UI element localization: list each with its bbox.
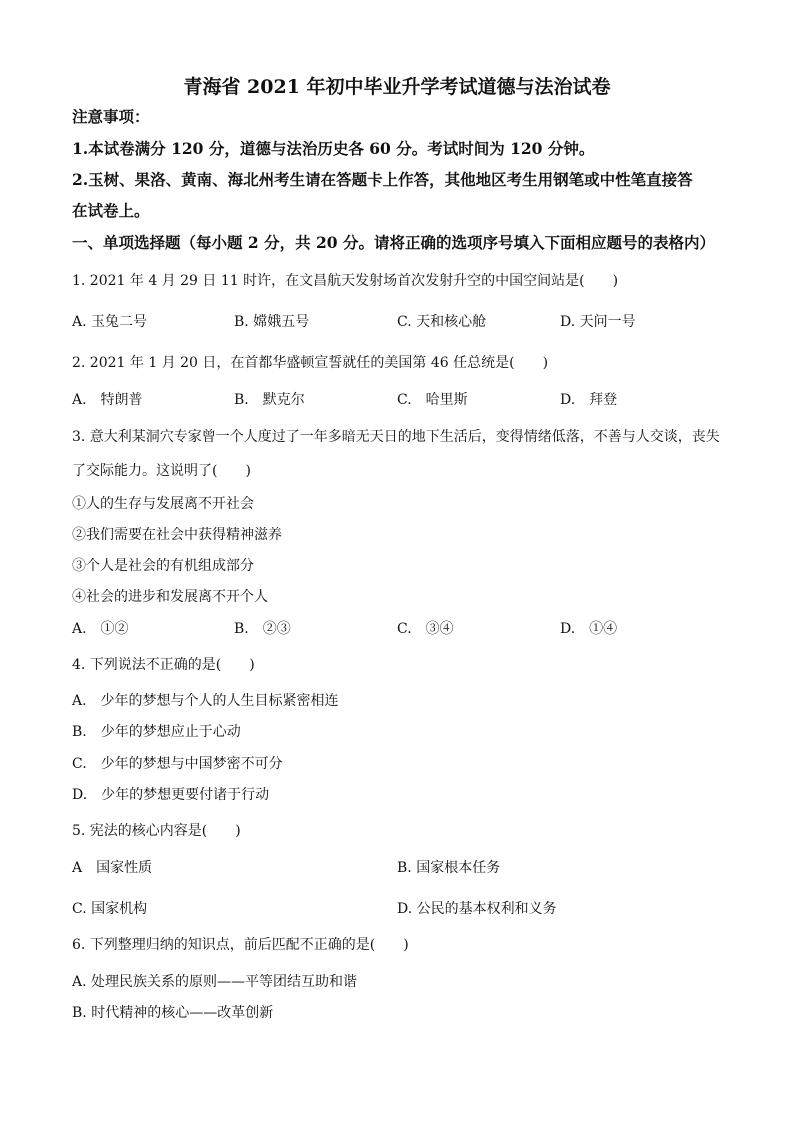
option-d: D. 公民的基本权利和义务 xyxy=(397,901,557,917)
option-b: B. 默克尔 xyxy=(234,392,305,408)
option-b: B. 嫦娥五号 xyxy=(234,314,310,330)
option-d: D. 天问一号 xyxy=(560,314,636,330)
question-stem: 3. 意大利某洞穴专家曾一个人度过了一年多暗无天日的地下生活后，变得情绪低落，不善与人交谈，丧失 xyxy=(72,429,720,445)
option-a: A. 特朗普 xyxy=(72,392,143,408)
option-a: A. 少年的梦想与个人的人生目标紧密相连 xyxy=(72,693,339,709)
statement-item: ④社会的进步和发展离不开个人 xyxy=(72,589,268,605)
question-stem: 4. 下列说法不正确的是( ) xyxy=(72,657,255,673)
question-stem: 2. 2021 年 1 月 20 日，在首都华盛顿宣誓就任的美国第 46 任总统是( ) xyxy=(72,355,549,371)
option-c: C. 少年的梦想与中国梦密不可分 xyxy=(72,756,283,772)
option-a: A. ①② xyxy=(72,621,129,637)
statement-item: ①人的生存与发展离不开社会 xyxy=(72,496,254,512)
option-c: C. 天和核心舱 xyxy=(397,314,487,330)
exam-title: 青海省 2021 年初中毕业升学考试道德与法治试卷 xyxy=(183,76,611,98)
option-a: A 国家性质 xyxy=(72,860,153,876)
option-b: B. ②③ xyxy=(234,621,291,637)
option-c: C. 国家机构 xyxy=(72,901,148,917)
statement-item: ②我们需要在社会中获得精神滋养 xyxy=(72,527,282,543)
option-c: C. ③④ xyxy=(397,621,454,637)
question-stem: 6. 下列整理归纳的知识点，前后匹配不正确的是( ) xyxy=(72,937,409,953)
notice-heading: 注意事项： xyxy=(72,107,150,126)
option-a: A. 玉兔二号 xyxy=(72,314,148,330)
question-stem: 1. 2021 年 4 月 29 日 11 时许，在文昌航天发射场首次发射升空的中国空间站是( ) xyxy=(72,273,619,289)
question-stem: 了交际能力。这说明了( ) xyxy=(72,463,251,479)
statement-item: ③个人是社会的有机组成部分 xyxy=(72,558,254,574)
section-heading: 一、单项选择题（每小题 2 分，共 20 分。请将正确的选项序号填入下面相应题号的表格内） xyxy=(72,233,715,252)
option-c: C. 哈里斯 xyxy=(397,392,468,408)
notice-item: 在试卷上。 xyxy=(72,201,150,220)
question-stem: 5. 宪法的核心内容是( ) xyxy=(72,823,241,839)
notice-item: 1.本试卷满分 120 分，道德与法治历史各 60 分。考试时间为 120 分钟。 xyxy=(72,139,595,158)
notice-item: 2.玉树、果洛、黄南、海北州考生请在答题卡上作答，其他地区考生用钢笔或中性笔直接答 xyxy=(72,170,693,189)
option-b: B. 国家根本任务 xyxy=(397,860,501,876)
option-a: A. 处理民族关系的原则——平等团结互助和谐 xyxy=(72,974,358,990)
option-b: B. 少年的梦想应止于心动 xyxy=(72,724,241,740)
option-d: D. ①④ xyxy=(560,621,618,637)
option-d: D. 少年的梦想更要付诸于行动 xyxy=(72,787,270,803)
option-b: B. 时代精神的核心——改革创新 xyxy=(72,1005,274,1021)
option-d: D. 拜登 xyxy=(560,392,618,408)
